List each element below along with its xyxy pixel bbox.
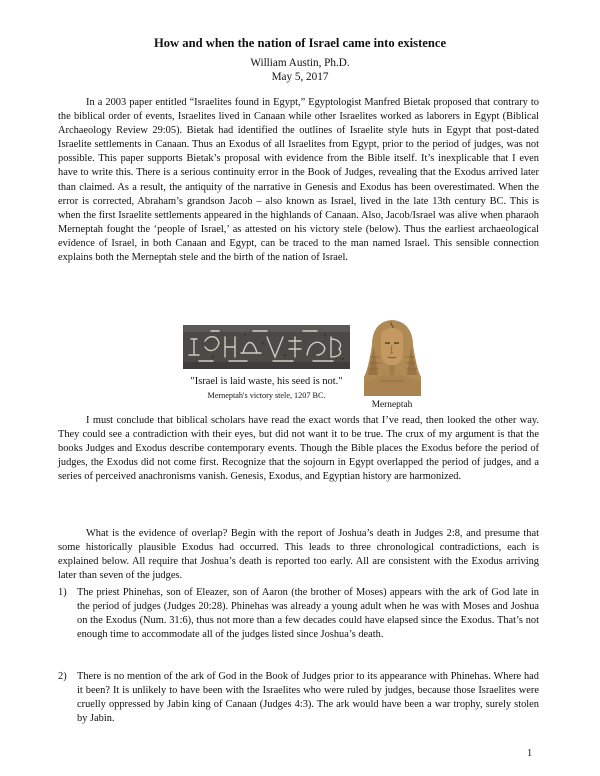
page-title: How and when the nation of Israel came into existence	[153, 36, 447, 50]
paragraph-intro: In a 2003 paper entitled “Israelites found in Egypt,” Egyptologist Manfred Bietak proposed that contrary to the biblical order of events, Israelites lived in Canaan while other Israelites worked as laborers in Egypt (Biblical Archaeology Review 29:05). Bietak had identified the outlines of Israelite style huts in Egypt that post-dated Israelite settlements in Canaan. Thus an Exodus of all Israelites from Egypt, prior to the period of judges, was not possible. This paper supports Bietak’s proposal with evidence from the Bible itself. It’s inexplicable that I even have to write this. There is a serious continuity error in the Book of Judges, revealing that the Exodus arrived later than claimed. As a result, the antiquity of the narrative in Genesis and Exodus has been overestimated. When the error is corrected, Abraham’s grandson Jacob – also known as Israel, lived in the late 13th century BC. This is when the first Israelite settlements appeared in the highlands of Canaan. Also, Jacob/Israel was alive when pharaoh Merneptah fought the ‘people of Israel,’ as attested on his victory stele (below). Thus the earliest archaeological evidence of Israel, in both Canaan and Egypt, can be traced to the man named Israel. This sensible connection explains both the Merneptah stele and the birth of the nation of Israel.	[58, 97, 539, 264]
stele-image	[183, 325, 350, 369]
list-item-text: There is no mention of the ark of God in the Book of Judges prior to its appearance with Phinehas. Where had it been? It is unlikely to have been with the Israelites who were ruled by judges, because those Israelites were cruelly oppressed by Jabin king of Canaan (Judges 4:3). The ark would have been a war trophy, surely stolen by Jabin.	[77, 671, 539, 725]
stele-caption: "Israel is laid waste, his seed is not."	[190, 376, 343, 387]
paragraph-conclusion: I must conclude that biblical scholars have read the exact words that I’ve read, then looked the other way. They could see a contradiction with their eyes, but did not want it to be true. The crux of my argument is that the books Judges and Exodus describe contemporary events. Though the Bible places the Exodus before the period of judges, the Exodus did not come first. Recognize that the sojourn in Egypt overlapped the period of judges, and a series of perceived anachronisms vanish. Genesis, Exodus, and Egyptian history are harmonized.	[58, 415, 539, 483]
statue-caption: Merneptah	[371, 400, 413, 410]
paragraph-evidence: What is the evidence of overlap? Begin with the report of Joshua’s death in Judges 2:8, and presume that some historically plausible Exodus had occurred. This leads to three chronological contradictions, each is explained below. All require that Joshua’s death is reported too early. All are consistent with the Exodus arriving later than seven of the judges.	[58, 528, 539, 582]
list-item-number: 1)	[58, 587, 67, 598]
list-item-number: 2)	[58, 671, 67, 682]
date-line: May 5, 2017	[271, 71, 329, 83]
list-item-text: The priest Phinehas, son of Eleazer, son of Aaron (the brother of Moses) appears with the ark of God late in the period of judges (Judges 20:28). Phinehas was already a young adult when he was with Moses and Joshua on the Exodus (Num. 31:6), thus not more than a few decades could have elapsed since the Exodus. That’s not enough time to accommodate all of the judges listed since Joshua’s death.	[77, 587, 539, 641]
stele-subcaption: Merneptah's victory stele, 1207 BC.	[207, 391, 326, 400]
author-line: William Austin, Ph.D.	[250, 57, 350, 69]
page-number: 1	[527, 748, 533, 759]
merneptah-statue-image	[360, 317, 425, 396]
